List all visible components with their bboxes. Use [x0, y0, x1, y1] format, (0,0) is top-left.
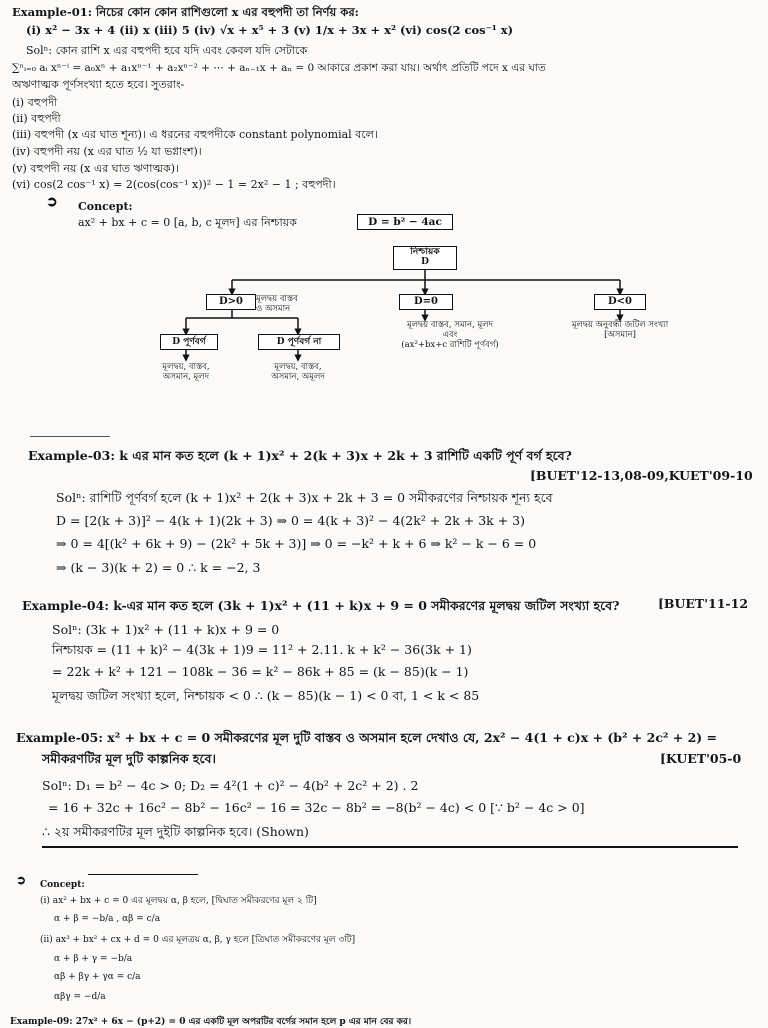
example-04-line-2: নিশ্চায়ক = (11 + k)² − 4(3k + 1)9 = 11² + 2.11. k + k² − 36(3k + 1) — [52, 642, 472, 657]
concept-2-line-3: (ii) ax³ + bx² + cx + d = 0 এর মূলত্রয় α, β, γ হলে [ত্রিঘাত সমীকরণের মূল ৩টি] — [40, 935, 356, 945]
example-01-answer-3: (iii) বহুপদী (x এর ঘাত শূন্য)। এ ধরনের বহুপদীকে constant polynomial বলে। — [12, 128, 378, 141]
example-03-line-4: ⇒ (k − 3)(k + 2) = 0 ∴ k = −2, 3 — [56, 560, 261, 575]
tree-label-d-zero: মূলদ্বয় বাস্তব, সমান, মূলদ এবং (ax²+bx+c রাশিটি পূর্ণবর্গ) — [401, 320, 499, 350]
tree-label-d-negative: মূলদ্বয় অনুবন্ধী জটিল সংখ্যা [অসমান] — [571, 320, 669, 340]
tree-label-d-perfect-square: মূলদ্বয়, বাস্তব, অসমান, মূলদ — [162, 362, 210, 382]
tree-root-discriminant: নিশ্চায়ক D — [393, 246, 457, 270]
concept-2-arrow-icon: ➲ — [16, 873, 27, 887]
tree-label-d-not-perfect-square: মূলদ্বয়, বাস্তব, অসমান, অমূলদ — [271, 362, 325, 382]
concept-2-line-2: α + β = −b/a , αβ = c/a — [54, 914, 161, 924]
example-01-items: (i) x² − 3x + 4 (ii) x (iii) 5 (iv) √x + x⁵ + 3 (v) 1/x + 3x + x² (vi) cos(2 cos⁻¹ x) — [26, 23, 514, 37]
example-01-answer-4: (iv) বহুপদী নয় (x এর ঘাত ½ যা ভগ্নাংশ)। — [12, 145, 202, 158]
concept-1-heading: Concept: — [78, 200, 133, 213]
concept-2-line-1: (i) ax² + bx + c = 0 এর মূলদ্বয় α, β হলে, [দ্বিঘাত সমীকরণের মূল ২ টি] — [40, 896, 317, 906]
example-04-line-1: Solⁿ: (3k + 1)x² + (11 + k)x + 9 = 0 — [52, 622, 280, 637]
concept-2-line-6: αβγ = −d/a — [54, 992, 106, 1002]
example-05-title: Example-05: x² + bx + c = 0 সমীকরণের মূল দুটি বাস্তব ও অসমান হলে দেখাও যে, 2x² − 4(1 + c)x + (b² + 2c² + 2) = — [16, 730, 718, 745]
example-03-reference: [BUET'12-13,08-09,KUET'09-10 — [530, 468, 753, 483]
example-04-title: Example-04: k-এর মান কত হলে (3k + 1)x² + (11 + k)x + 9 = 0 সমীকরণের মূলদ্বয় জটিল সংখ্যা হবে? — [22, 598, 620, 613]
example-05-line-3: ∴ ২য় সমীকরণটির মূল দুইটি কাল্পনিক হবে। (Shown) — [42, 824, 309, 839]
example-05-line-2: = 16 + 32c + 16c² − 8b² − 16c² − 16 = 32c − 8b² = −8(b² − 4c) < 0 [∵ b² − 4c > 0] — [48, 800, 585, 815]
concept-2-heading: Concept: — [40, 880, 85, 890]
example-03-line-2: D = [2(k + 3)]² − 4(k + 1)(2k + 3) ⇒ 0 = 4(k + 3)² − 4(2k² + 2k + 3k + 3) — [56, 513, 525, 528]
example-09-title: Example-09: 27x² + 6x − (p+2) = 0 এর একটি মূল অপরটির বর্গের সমান হলে p এর মান বের কর। — [10, 1017, 412, 1027]
example-01-answer-1: (i) বহুপদী — [12, 96, 58, 109]
tree-node-d-negative: D<0 — [594, 294, 646, 310]
example-03-line-3: ⇒ 0 = 4[(k² + 6k + 9) − (2k² + 5k + 3)] ⇒ 0 = −k² + k + 6 ⇒ k² − k − 6 = 0 — [56, 536, 537, 551]
example-05-line-1: Solⁿ: D₁ = b² − 4c > 0; D₂ = 4²(1 + c)² − 4(b² + 2c² + 2) . 2 — [42, 778, 419, 793]
tree-node-d-perfect-square: D পূর্ণবর্গ — [160, 334, 218, 350]
example-03-line-1: Solⁿ: রাশিটি পূর্ণবর্গ হলে (k + 1)x² + 2(k + 3)x + 2k + 3 = 0 সমীকরণের নিশ্চায়ক শূন্য হবে — [56, 490, 553, 505]
example-01-sol-intro: Solⁿ: কোন রাশি x এর বহুপদী হবে যদি এবং কেবল যদি সেটাকে — [26, 44, 308, 57]
concept-arrow-icon: ➲ — [46, 194, 58, 210]
example-01-sol-formula: ∑ⁿᵢ₌₀ aᵢ xⁿ⁻ⁱ = a₀xⁿ + a₁xⁿ⁻¹ + a₂xⁿ⁻² + ⋯ + aₙ₋₁x + aₙ = 0 আকারে প্রকাশ করা যায়। অর্থাৎ প্রতিটি পদে x এর ঘাত — [12, 62, 546, 74]
discriminant-formula-box: D = b² − 4ac — [357, 214, 453, 230]
concept-2-underline — [88, 874, 198, 875]
tree-label-d-positive: মূলদ্বয় বাস্তব ও অসমান — [256, 294, 298, 314]
tree-node-d-positive: D>0 — [206, 294, 256, 310]
example-01-answer-2: (ii) বহুপদী — [12, 112, 61, 125]
example-05-reference: [KUET'05-0 — [660, 751, 742, 766]
concept-2-line-4: α + β + γ = −b/a — [54, 954, 133, 964]
example-01-answer-5: (v) বহুপদী নয় (x এর ঘাত ঋণাত্মক)। — [12, 162, 179, 175]
section-rule — [42, 846, 738, 848]
concept-1-line: ax² + bx + c = 0 [a, b, c মূলদ] এর নিশ্চায়ক — [78, 216, 297, 229]
section-divider — [30, 436, 110, 437]
tree-node-d-zero: D=0 — [399, 294, 453, 310]
example-03-title: Example-03: k এর মান কত হলে (k + 1)x² + 2(k + 3)x + 2k + 3 রাশিটি একটি পূর্ণ বর্গ হবে? — [28, 448, 572, 463]
example-01-answer-6: (vi) cos(2 cos⁻¹ x) = 2(cos(cos⁻¹ x))² − 1 = 2x² − 1 ; বহুপদী। — [12, 178, 336, 191]
example-04-reference: [BUET'11-12 — [658, 596, 749, 611]
tree-node-d-not-perfect-square: D পূর্ণবর্গ না — [258, 334, 340, 350]
example-01-sol-formula-2: অঋণাত্মক পূর্ণসংখ্যা হতে হবে। সুতরাং- — [12, 78, 185, 91]
example-04-line-3: = 22k + k² + 121 − 108k − 36 = k² − 86k + 85 = (k − 85)(k − 1) — [52, 664, 469, 679]
example-04-line-4: মূলদ্বয় জটিল সংখ্যা হলে, নিশ্চায়ক < 0 ∴ (k − 85)(k − 1) < 0 বা, 1 < k < 85 — [52, 688, 480, 703]
example-01-title: Example-01: নিচের কোন কোন রাশিগুলো x এর বহুপদী তা নির্ণয় কর: — [12, 5, 359, 19]
example-05-title-2: সমীকরণটির মূল দুটি কাল্পনিক হবে। — [42, 751, 216, 766]
concept-2-line-5: αβ + βγ + γα = c/a — [54, 972, 141, 982]
